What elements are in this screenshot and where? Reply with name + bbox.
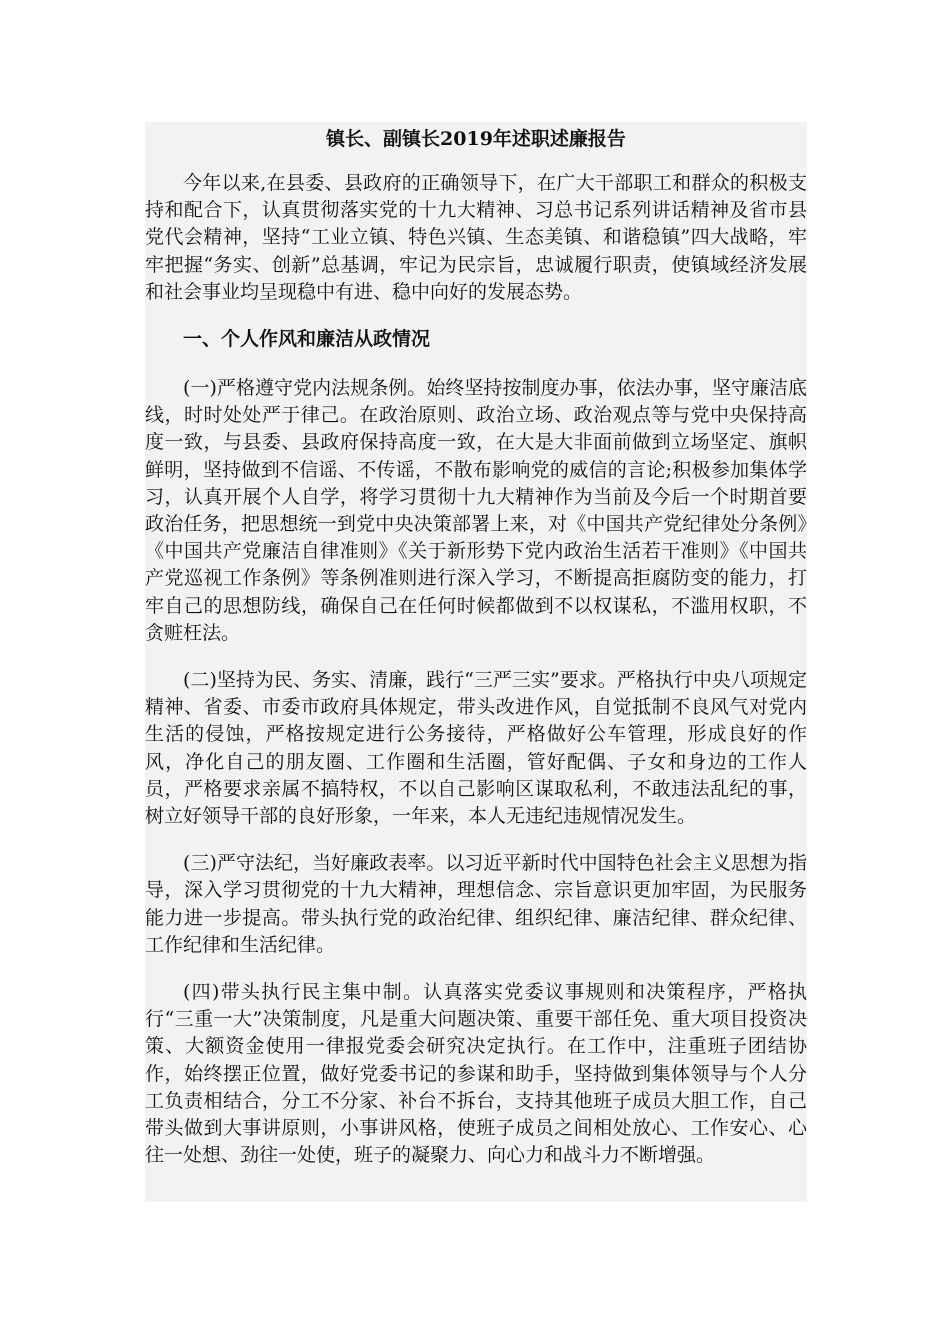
section-heading: 一、个人作风和廉洁从政情况 <box>183 328 431 351</box>
paragraph-4: (四)带头执行民主集中制。认真落实党委议事规则和决策程序，严格执行“三重一大”决策制度，凡是重大问题决策、重要干部任免、重大项目投资决策、大额资金使用一律报党委会研究决定执行。在工作中，注重班子团结协作，始终摆正位置，做好党委书记的参谋和助手，坚持做到集体领导与个人分工负责相结合，分工不分家、补台不拆台，支持其他班子成员大胆工作，自己带头做到大事讲原则，小事讲风格，使班子成员之间相处放心、工作安心、心往一处想、劲往一处使，班子的凝聚力、向心力和战斗力不断增强。 <box>145 981 807 1167</box>
paragraph-3: (三)严守法纪，当好廉政表率。以习近平新时代中国特色社会主义思想为指导，深入学习贯彻党的十九大精神，理想信念、宗旨意识更加牢固，为民服务能力进一步提高。带头执行党的政治纪律、组织纪律、廉洁纪律、群众纪律、工作纪律和生活纪律。 <box>145 852 807 956</box>
intro-paragraph: 今年以来,在县委、县政府的正确领导下，在广大干部职工和群众的积极支持和配合下，认真贯彻落实党的十九大精神、习总书记系列讲话精神及省市县党代会精神，坚持“工业立镇、特色兴镇、生态美镇、和谐稳镇”四大战略，牢牢把握“务实、创新”总基调，牢记为民宗旨，忠诚履行职责，使镇域经济发展和社会事业均呈现稳中有进、稳中向好的发展态势。 <box>145 172 807 303</box>
paragraph-1: (一)严格遵守党内法规条例。始终坚持按制度办事，依法办事，坚守廉洁底线，时时处处严于律己。在政治原则、政治立场、政治观点等与党中央保持高度一致，与县委、县政府保持高度一致，在大是大非面前做到立场坚定、旗帜鲜明，坚持做到不信谣、不传谣，不散布影响党的威信的言论;积极参加集体学习，认真开展个人自学，将学习贯彻十九大精神作为当前及今后一个时期首要政治任务，把思想统一到党中央决策部署上来，对《中国共产党纪律处分条例》《中国共产党廉洁自律准则》《关于新形势下党内政治生活若干准则》《中国共产党巡视工作条例》等条例准则进行深入学习，不断提高拒腐防变的能力，打牢自己的思想防线，确保自己在任何时候都做到不以权谋私，不滥用权职，不贪赃枉法。 <box>145 377 807 644</box>
document-body <box>145 122 807 1202</box>
paragraph-2: (二)坚持为民、务实、清廉，践行“三严三实”要求。严格执行中央八项规定精神、省委、市委市政府具体规定，带头改进作风，自觉抵制不良风气对党内生活的侵蚀，严格按规定进行公务接待，严格做好公车管理，形成良好的作风，净化自己的朋友圈、工作圈和生活圈，管好配偶、子女和身边的工作人员，严格要求亲属不搞特权，不以自己影响区谋取私利，不敢违法乱纪的事，树立好领导干部的良好形象，一年来，本人无违纪违规情况发生。 <box>145 669 807 828</box>
document-title: 镇长、副镇长2019年述职述廉报告 <box>326 128 626 150</box>
